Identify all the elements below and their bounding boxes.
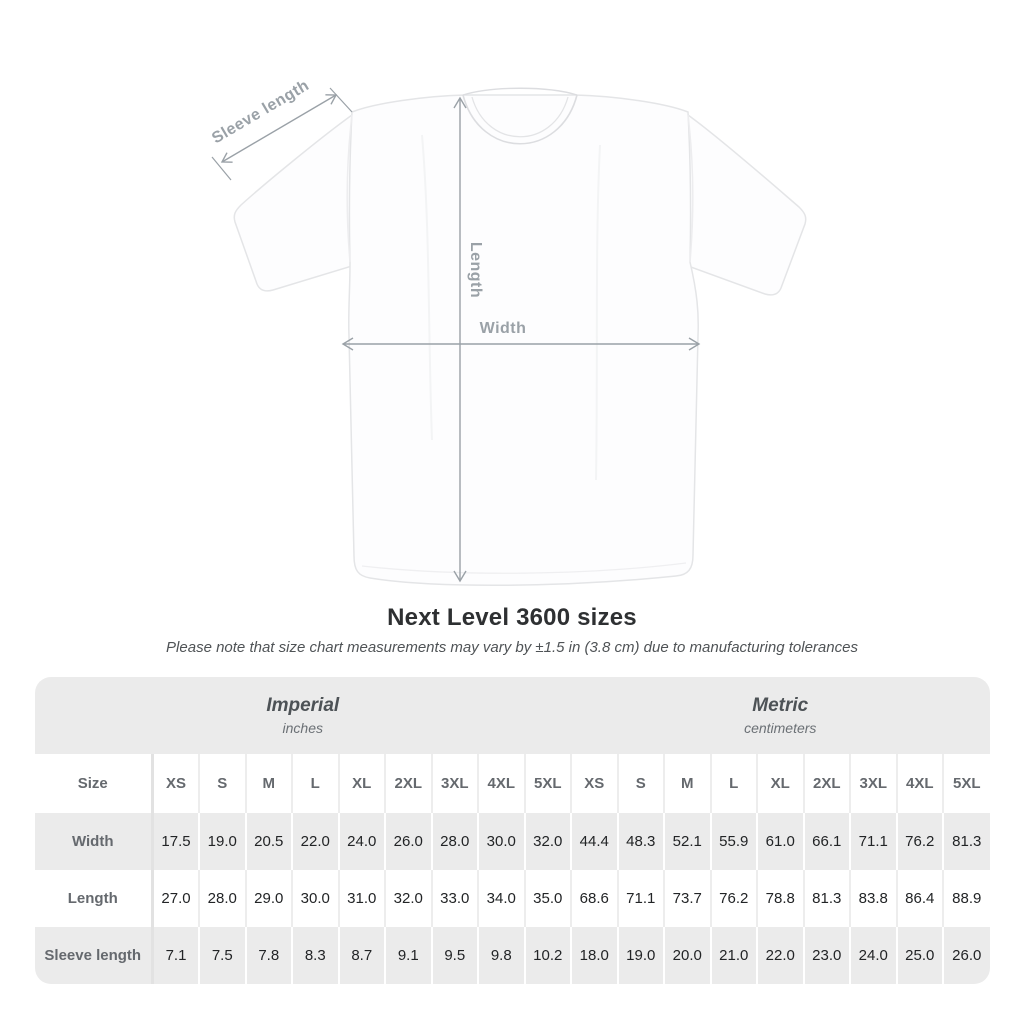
value-cell-metric: 23.0: [804, 927, 851, 984]
value-cell-metric: 24.0: [850, 927, 897, 984]
value-cell-metric: 71.1: [850, 813, 897, 870]
collar-back: [463, 88, 577, 95]
value-cell-imperial: 20.5: [246, 813, 293, 870]
value-cell-metric: 76.2: [711, 870, 758, 927]
value-cell-imperial: 7.8: [246, 927, 293, 984]
size-header-metric-4xl: 4XL: [897, 754, 944, 813]
value-cell-imperial: 9.8: [478, 927, 525, 984]
page-title: Next Level 3600 sizes: [387, 604, 637, 631]
value-cell-imperial: 34.0: [478, 870, 525, 927]
value-cell-metric: 68.6: [571, 870, 618, 927]
value-cell-metric: 26.0: [943, 927, 990, 984]
value-cell-imperial: 17.5: [153, 813, 200, 870]
value-cell-metric: 18.0: [571, 927, 618, 984]
value-cell-imperial: 22.0: [292, 813, 339, 870]
sleeve-length-label: Sleeve length: [209, 76, 313, 148]
metric-label: Metric: [752, 695, 809, 716]
size-header-metric-2xl: 2XL: [804, 754, 851, 813]
size-header-imperial-xl: XL: [339, 754, 386, 813]
value-cell-imperial: 32.0: [385, 870, 432, 927]
value-cell-metric: 55.9: [711, 813, 758, 870]
unit-group-metric: [571, 677, 990, 754]
value-cell-metric: 81.3: [804, 870, 851, 927]
value-cell-imperial: 32.0: [525, 813, 572, 870]
value-cell-metric: 22.0: [757, 927, 804, 984]
size-chart-table: [35, 677, 990, 984]
size-header-metric-l: L: [711, 754, 758, 813]
value-cell-imperial: 10.2: [525, 927, 572, 984]
size-header-imperial-3xl: 3XL: [432, 754, 479, 813]
value-cell-imperial: 30.0: [292, 870, 339, 927]
value-cell-imperial: 24.0: [339, 813, 386, 870]
value-cell-imperial: 7.1: [153, 927, 200, 984]
size-header-metric-xs: XS: [571, 754, 618, 813]
right-sleeve: [688, 115, 806, 295]
value-cell-metric: 83.8: [850, 870, 897, 927]
value-cell-metric: 52.1: [664, 813, 711, 870]
row-label: Width: [71, 833, 114, 850]
left-sleeve: [234, 115, 352, 291]
size-header-imperial-l: L: [292, 754, 339, 813]
value-cell-metric: 73.7: [664, 870, 711, 927]
size-header-row: [35, 754, 990, 813]
value-cell-imperial: 9.1: [385, 927, 432, 984]
row-label: Sleeve length: [44, 947, 142, 964]
value-cell-metric: 61.0: [757, 813, 804, 870]
sleeve-length-tick-bottom: [212, 157, 231, 180]
value-cell-metric: 66.1: [804, 813, 851, 870]
value-cell-imperial: 29.0: [246, 870, 293, 927]
value-cell-imperial: 26.0: [385, 813, 432, 870]
value-cell-metric: 25.0: [897, 927, 944, 984]
size-header-imperial-2xl: 2XL: [385, 754, 432, 813]
imperial-label: Imperial: [266, 695, 340, 716]
size-column-header: Size: [77, 775, 108, 792]
value-cell-metric: 76.2: [897, 813, 944, 870]
size-header-imperial-m: M: [246, 754, 293, 813]
measurement-row-length: [35, 870, 990, 927]
value-cell-metric: 21.0: [711, 927, 758, 984]
size-header-metric-5xl: 5XL: [943, 754, 990, 813]
value-cell-imperial: 8.3: [292, 927, 339, 984]
unit-group-row: [35, 677, 990, 754]
value-cell-metric: 19.0: [618, 927, 665, 984]
value-cell-imperial: 27.0: [153, 870, 200, 927]
value-cell-imperial: 19.0: [199, 813, 246, 870]
size-header-imperial-5xl: 5XL: [525, 754, 572, 813]
tshirt-body: [349, 95, 699, 585]
page-subtitle: Please note that size chart measurements may vary by ±1.5 in (3.8 cm) due to manufacturing tolerances: [166, 639, 858, 656]
size-header-metric-3xl: 3XL: [850, 754, 897, 813]
value-cell-imperial: 8.7: [339, 927, 386, 984]
value-cell-imperial: 31.0: [339, 870, 386, 927]
value-cell-metric: 44.4: [571, 813, 618, 870]
value-cell-metric: 88.9: [943, 870, 990, 927]
value-cell-metric: 20.0: [664, 927, 711, 984]
value-cell-imperial: 28.0: [432, 813, 479, 870]
value-cell-imperial: 7.5: [199, 927, 246, 984]
size-header-metric-s: S: [618, 754, 665, 813]
metric-unit: centimeters: [744, 720, 817, 736]
unit-group-imperial: [35, 677, 572, 754]
value-cell-metric: 48.3: [618, 813, 665, 870]
value-cell-imperial: 30.0: [478, 813, 525, 870]
size-header-imperial-4xl: 4XL: [478, 754, 525, 813]
measurement-row-sleeve-length: [35, 927, 990, 984]
size-header-imperial-s: S: [199, 754, 246, 813]
size-header-imperial-xs: XS: [153, 754, 200, 813]
row-label: Length: [67, 890, 118, 907]
length-label: Length: [467, 241, 484, 299]
value-cell-metric: 86.4: [897, 870, 944, 927]
imperial-unit: inches: [282, 720, 323, 736]
size-header-metric-m: M: [664, 754, 711, 813]
value-cell-metric: 81.3: [943, 813, 990, 870]
value-cell-metric: 71.1: [618, 870, 665, 927]
value-cell-imperial: 9.5: [432, 927, 479, 984]
size-chart-card: [35, 677, 990, 984]
width-label: Width: [479, 320, 527, 337]
size-header-metric-xl: XL: [757, 754, 804, 813]
value-cell-imperial: 35.0: [525, 870, 572, 927]
measurement-row-width: [35, 813, 990, 870]
value-cell-imperial: 28.0: [199, 870, 246, 927]
value-cell-metric: 78.8: [757, 870, 804, 927]
value-cell-imperial: 33.0: [432, 870, 479, 927]
